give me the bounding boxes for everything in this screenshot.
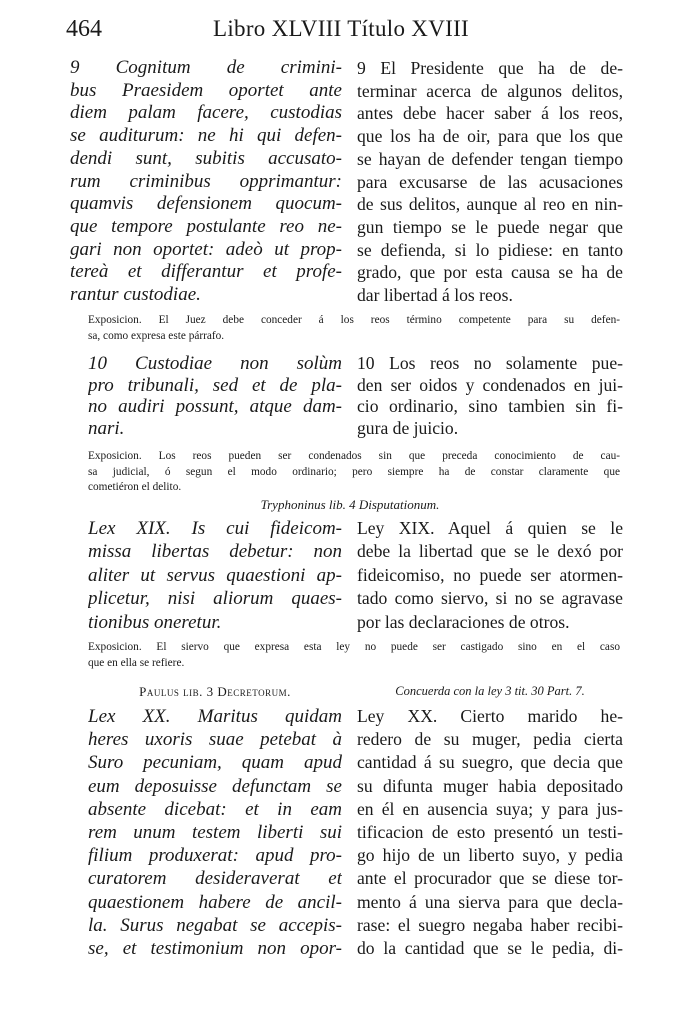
source-text: Tryphoninus lib. 4 Disputationum. (260, 497, 440, 512)
text-line: do la cantidad que se le pedia, di- (357, 938, 623, 959)
text-line: tado como siervo, si no se agravase (357, 588, 623, 609)
latin-column-section-9 (70, 57, 342, 307)
text-line: que los ha de oir, para que los que (357, 126, 623, 147)
spanish-column-lex-20 (357, 705, 623, 960)
text-line: eum deposuisse defunctam se (88, 775, 342, 797)
text-line: curatorem desideraverat et (88, 868, 342, 890)
text-line: heres uxoris suae petebat à (88, 729, 342, 751)
note-line: Exposicion. El siervo que expresa esta ley no puede ser castigado sino en el caso (88, 641, 620, 653)
text-line: tificacion de esto presentó un testi- (357, 822, 623, 843)
text-line: no audiri possunt, atque dam- (88, 396, 342, 417)
text-line: se hayan de defender tengan tiempo (357, 148, 623, 169)
text-line: por las declaraciones de otros. (357, 611, 570, 632)
exposicion-note-section-9 (88, 313, 620, 344)
text-line: 10 Los reos no solamente pue- (357, 353, 623, 373)
text-line: fideicomiso, no puede ser atormen- (357, 564, 623, 585)
text-line: rantur custodiae. (70, 284, 201, 306)
source-citation-tryphoninus (220, 497, 480, 513)
spanish-column-section-9 (357, 57, 623, 307)
text-line: mento á una sierva para que decla- (357, 891, 623, 912)
text-line: pro tribunali, sed et de pla- (88, 374, 342, 396)
text-line: 9 El Presidente que ha de de- (357, 58, 623, 78)
text-line: quaestionem habere de ancil- (88, 891, 342, 913)
text-line: se auditurum: ne hi qui defen- (70, 125, 342, 147)
running-title: Libro XLVIII Título XVIII (213, 16, 469, 41)
note-line: cometiéron el delito. (88, 481, 182, 493)
page-header (0, 14, 682, 48)
page-number: 464 (66, 16, 102, 42)
latin-column-section-10 (88, 353, 342, 439)
text-line: cantidad á su suegro, que decia que (357, 752, 623, 773)
text-line: en él en ausencia suya; y para jus- (357, 798, 623, 819)
text-line: quamvis defensionem quocum- (70, 193, 342, 215)
text-line: para excusarse de las acusaciones (357, 171, 623, 192)
exposicion-note-section-10 (88, 449, 620, 496)
concordance-text: Concuerda con la ley 3 tit. 30 Part. 7. (395, 684, 585, 698)
text-line: diem palam facere, custodias (70, 102, 342, 124)
text-line: la. Surus negabat se accepis- (88, 914, 342, 936)
note-line: Exposicion. El Juez debe conceder á los reos término competente para su defen- (88, 314, 620, 326)
text-line: redero de su muger, pedia cierta (357, 729, 623, 750)
concordance-citation (360, 684, 620, 699)
source-citation-paulus (110, 684, 320, 700)
text-line: cio ordinario, sino tambien sin fi- (357, 396, 623, 416)
text-line: go hijo de un liberto suyo, y pedia (357, 845, 623, 866)
latin-column-lex-19 (88, 517, 342, 634)
note-line: Exposicion. Los reos pueden ser condenados sin que preceda conocimiento de cau- (88, 450, 620, 462)
note-line: sa judicial, ó segun el modo ordinario; pero siempre ha de constar claramente que (88, 465, 620, 478)
spanish-column-section-10 (357, 353, 623, 439)
text-line: missa libertas debetur: non (88, 541, 342, 563)
text-line: nari. (88, 417, 125, 439)
note-line: que en ella se refiere. (88, 656, 185, 669)
latin-column-lex-20 (88, 705, 342, 960)
text-line: debe la libertad que se le dexó por (357, 541, 623, 562)
spanish-column-lex-19 (357, 517, 623, 634)
text-line: Lex XX. Maritus quidam (88, 706, 342, 727)
text-line: gari non oportet: adeò ut prop- (70, 238, 342, 260)
text-line: ante el procurador que se diese tor- (357, 868, 623, 889)
text-line: filium produxerat: apud pro- (88, 845, 342, 867)
text-line: rum criminibus opprimantur: (70, 170, 342, 192)
text-line: se, et testimonium non opor- (88, 938, 342, 960)
text-line: antes debe hacer saber á los reos, (357, 103, 623, 124)
text-line: que tempore postulante reo ne- (70, 215, 342, 237)
text-line: bus Praesidem oportet ante (70, 79, 342, 101)
text-line: rem unum testem liberti sui (88, 822, 342, 844)
text-line: dendi sunt, subitis accusato- (70, 147, 342, 169)
text-line: 10 Custodiae non solùm (88, 353, 342, 374)
text-line: tereà et differantur et profe- (70, 261, 342, 283)
text-line: tionibus oneretur. (88, 611, 222, 633)
text-line: gun tiempo se le puede negar que (357, 216, 623, 237)
note-line: sa, como expresa este párrafo. (88, 329, 225, 342)
text-line: aliter ut servus quaestioni ap- (88, 564, 342, 586)
text-line: se defienda, si lo pidiese: en tanto (357, 239, 623, 260)
text-line: absente dicebat: et in eam (88, 798, 342, 820)
text-line: dar libertad á los reos. (357, 285, 513, 306)
text-line: terminar acerca de algunos delitos, (357, 80, 623, 101)
text-line: gura de juicio. (357, 417, 459, 438)
text-line: Lex XIX. Is cui fideicom- (88, 518, 342, 539)
source-text: Paulus lib. 3 Decretorum. (139, 684, 291, 699)
text-line: Suro pecuniam, quam apud (88, 752, 342, 774)
text-line: Ley XX. Cierto marido he- (357, 706, 623, 726)
text-line: 9 Cognitum de crimini- (70, 57, 342, 78)
text-line: Ley XIX. Aquel á quien se le (357, 518, 623, 538)
text-line: grado, que por esta causa se ha de (357, 262, 623, 283)
text-line: de sus delitos, aunque al reo en nin- (357, 194, 623, 215)
text-line: den ser oidos y condenados en jui- (357, 374, 623, 395)
exposicion-note-lex-19 (88, 640, 620, 671)
text-line: su difunta muger habia depositado (357, 775, 623, 796)
text-line: plicetur, nisi aliorum quaes- (88, 588, 342, 610)
text-line: rase: el suegro negaba haber recibi- (357, 914, 623, 935)
